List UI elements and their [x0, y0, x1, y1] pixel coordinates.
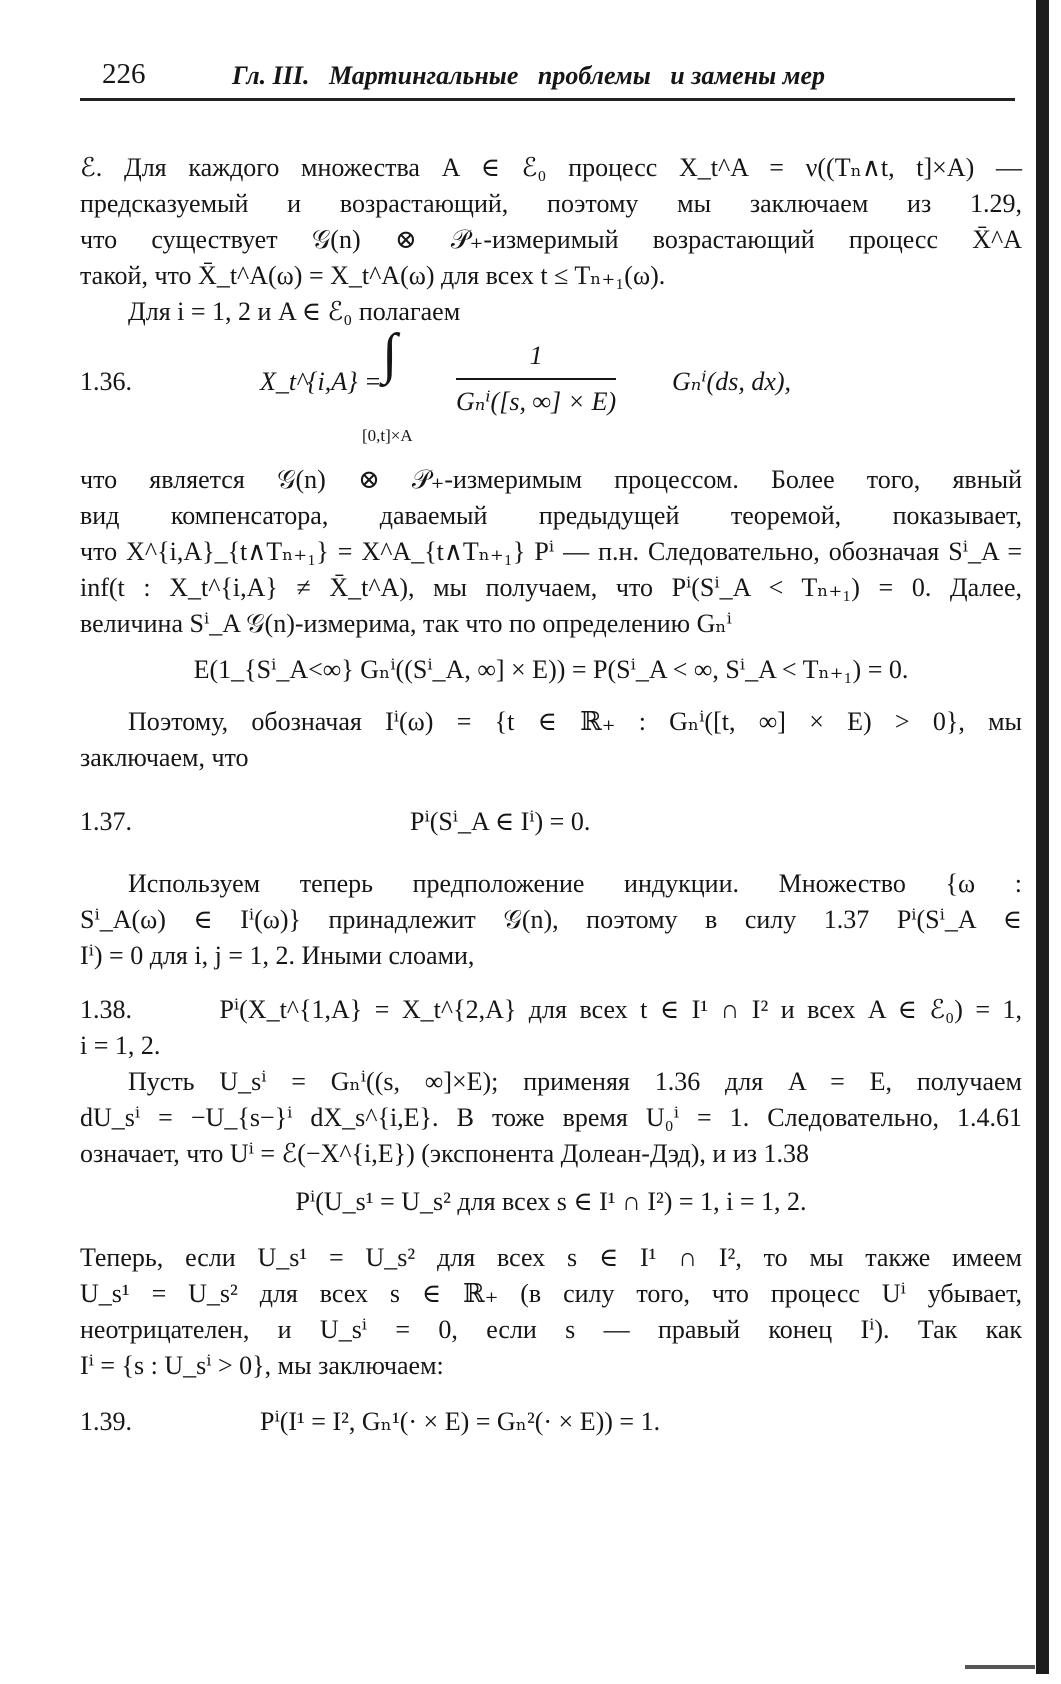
equation-1-39 [80, 1384, 1022, 1454]
equation-1-38 [80, 992, 1022, 1064]
text-line: inf(t : X_t^{i,A} ≠ X̄_t^A), мы получаем, что Pⁱ(Sⁱ_A < Tₙ₊₁) = 0. Далее, [80, 573, 1022, 602]
text-line: что существует 𝒢(n) ⊗ 𝒫₊-измеримый возрастающий процесс X̄^A [80, 225, 1022, 254]
page-edge-bar [1036, 0, 1049, 1674]
text-line: вид компенсатора, даваемый предыдущей теоремой, показывает, [80, 501, 1022, 530]
fraction [456, 338, 616, 420]
text-line: неотрицателен, и U_sⁱ = 0, если s — правый конец Iⁱ). Так как [80, 1315, 1022, 1344]
text-line: ℰ. Для каждого множества A ∈ ℰ₀ процесс X_t^A = ν((Tₙ∧t, t]×A) — [80, 153, 1022, 182]
equation-lhs: X_t^{i,A} = [260, 367, 382, 396]
equation-number: 1.37. [80, 807, 132, 836]
page-edge-mark [965, 1665, 1035, 1669]
page-body [80, 150, 1022, 1454]
equation-u-formula: Pⁱ(U_s¹ = U_s² для всех s ∈ I¹ ∩ I²) = 1, i = 1, 2. [295, 1187, 807, 1216]
text-line: означает, что Uⁱ = ℰ(−X^{i,E}) (экспонента Долеан-Дэд), и из 1.38 [80, 1139, 809, 1168]
equation-number: 1.39. [80, 1407, 132, 1436]
paragraph-2: Для i = 1, 2 и A ∈ ℰ₀ полагаем [128, 297, 461, 326]
equation-line [80, 992, 1022, 1028]
equation-formula: Pⁱ(X_t^{1,A} = X_t^{2,A} для всех t ∈ I¹ ∩ I² и всех A ∈ ℰ₀) = 1, [219, 995, 1023, 1024]
equation-expectation [80, 642, 1022, 704]
equation-continuation: i = 1, 2. [80, 1031, 161, 1060]
text-line: что X^{i,A}_{t∧Tₙ₊₁} = X^A_{t∧Tₙ₊₁} Pⁱ — п.н. Следовательно, обозначая Sⁱ_A = [80, 537, 1022, 566]
page-header [80, 58, 1015, 92]
equation-number: 1.36. [80, 367, 132, 396]
paragraph-5 [80, 866, 1022, 974]
text-line: Теперь, если U_s¹ = U_s² для всех s ∈ I¹ ∩ I², то мы также имеем [80, 1243, 1022, 1272]
text-line: Iⁱ) = 0 для i, j = 1, 2. Иными слоами, [80, 941, 475, 970]
fraction-denominator: Gₙⁱ([s, ∞] × E) [456, 387, 617, 416]
text-line: заключаем, что [80, 743, 249, 772]
equation-expectation-formula: E(1_{Sⁱ_A<∞} Gₙⁱ((Sⁱ_A, ∞] × E)) = P(Sⁱ_A < ∞, Sⁱ_A < Tₙ₊₁) = 0. [193, 655, 909, 684]
text-line: dU_sⁱ = −U_{s−}ⁱ dX_s^{i,E}. В тоже время U₀ⁱ = 1. Следовательно, 1.4.61 [80, 1103, 1022, 1132]
fraction-numerator: 1 [456, 338, 616, 380]
text-line: что является 𝒢(n) ⊗ 𝒫₊-измеримым процессом. Более того, явный [80, 465, 1022, 494]
paragraph-1 [80, 150, 1022, 294]
text-line: Используем теперь предположение индукции. Множество {ω : [128, 869, 1022, 898]
equation-rhs: Gₙⁱ(ds, dx), [672, 367, 792, 396]
text-line: величина Sⁱ_A 𝒢(n)-измерима, так что по определению Gₙⁱ [80, 609, 732, 638]
page-number: 226 [102, 58, 146, 90]
equation-1-36 [80, 323, 1022, 462]
text-line: Поэтому, обозначая Iⁱ(ω) = {t ∈ ℝ₊ : Gₙⁱ([t, ∞] × E) > 0}, мы [128, 707, 1022, 736]
paragraph-3 [80, 462, 1022, 642]
integral-limits: [0,t]×A [362, 426, 413, 445]
equation-formula: Pⁱ(Sⁱ_A ∈ Iⁱ) = 0. [410, 807, 591, 836]
running-title: Гл. III. Мартингальные проблемы и замены мер [232, 61, 826, 90]
integral-sign: ∫ [382, 323, 398, 385]
paragraph-4 [80, 704, 1022, 776]
text-line: предсказуемый и возрастающий, поэтому мы заключаем из 1.29, [80, 189, 1022, 218]
paragraph-6 [80, 1064, 1022, 1172]
equation-1-37 [80, 776, 1022, 866]
equation-number: 1.38. [80, 995, 132, 1024]
text-line: Пусть U_sⁱ = Gₙⁱ((s, ∞]×E); применяя 1.36 для A = E, получаем [128, 1067, 1022, 1096]
text-line: Iⁱ = {s : U_sⁱ > 0}, мы заключаем: [80, 1351, 444, 1380]
text-line: Sⁱ_A(ω) ∈ Iⁱ(ω)} принадлежит 𝒢(n), поэтому в силу 1.37 Pⁱ(Sⁱ_A ∈ [80, 905, 1022, 934]
equation-formula: Pⁱ(I¹ = I², Gₙ¹(· × E) = Gₙ²(· × E)) = 1. [260, 1407, 661, 1436]
text-line: такой, что X̄_t^A(ω) = X_t^A(ω) для всех t ≤ Tₙ₊₁(ω). [80, 261, 666, 290]
paragraph-7 [80, 1240, 1022, 1384]
text-line: U_s¹ = U_s² для всех s ∈ ℝ₊ (в силу того, что процесс Uⁱ убывает, [80, 1279, 1022, 1308]
header-rule [80, 98, 1015, 101]
equation-u [80, 1172, 1022, 1240]
